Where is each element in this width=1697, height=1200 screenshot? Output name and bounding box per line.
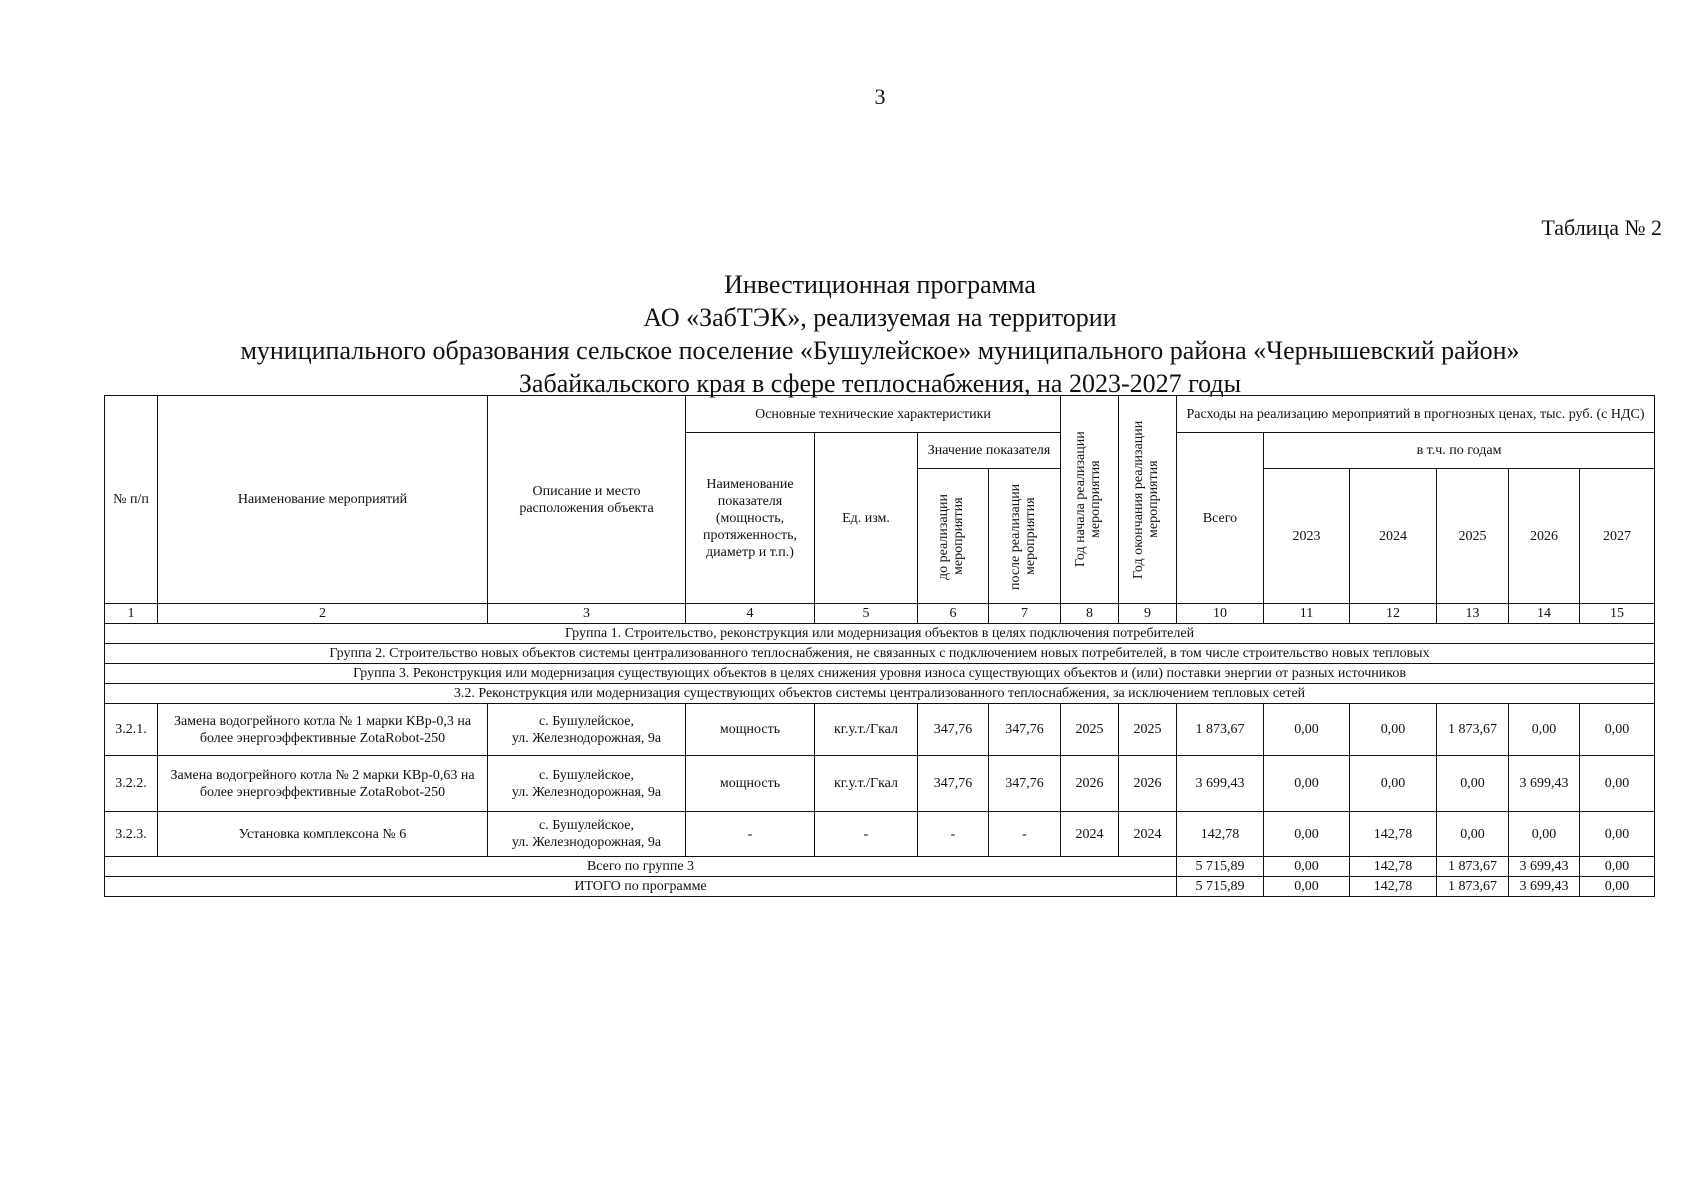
- column-number: 8: [1061, 604, 1119, 624]
- total-2023: 0,00: [1264, 877, 1350, 897]
- row-unit: -: [815, 812, 918, 857]
- row-location: [488, 756, 686, 812]
- header-unit: Ед. изм.: [815, 433, 918, 604]
- row-total: 1 873,67: [1177, 704, 1264, 756]
- total-sum: 5 715,89: [1177, 857, 1264, 877]
- group-2-heading: Группа 2. Строительство новых объектов системы централизованного теплоснабжения, не связанных с подключением новых потребителей, в том числе строительство новых тепловых: [105, 644, 1655, 664]
- group-total-row: [105, 857, 1655, 877]
- column-number: 7: [989, 604, 1061, 624]
- row-year-end: 2025: [1119, 704, 1177, 756]
- row-2024: 0,00: [1350, 704, 1437, 756]
- row-location: [488, 704, 686, 756]
- column-number: 2: [158, 604, 488, 624]
- total-2024: 142,78: [1350, 857, 1437, 877]
- column-number: 10: [1177, 604, 1264, 624]
- row-indicator: мощность: [686, 756, 815, 812]
- row-event-name: Установка комплексона № 6: [158, 812, 488, 857]
- total-2026: 3 699,43: [1509, 877, 1580, 897]
- header-indicator-value: Значение показателя: [918, 433, 1061, 469]
- row-2024: 0,00: [1350, 756, 1437, 812]
- total-2023: 0,00: [1264, 857, 1350, 877]
- row-2025: 1 873,67: [1437, 704, 1509, 756]
- program-total-row: [105, 877, 1655, 897]
- header-row-1: [105, 396, 1655, 433]
- column-number-row: [105, 604, 1655, 624]
- header-year-2024: 2024: [1350, 469, 1437, 604]
- title-line: АО «ЗабТЭК», реализуемая на территории: [643, 303, 1117, 332]
- total-2025: 1 873,67: [1437, 877, 1509, 897]
- title-line: муниципального образования сельское поселение «Бушулейское» муниципального района «Чернышевский район»: [240, 336, 1520, 365]
- total-sum: 5 715,89: [1177, 877, 1264, 897]
- group-1-heading: Группа 1. Строительство, реконструкция или модернизация объектов в целях подключения потребителей: [105, 624, 1655, 644]
- total-2026: 3 699,43: [1509, 857, 1580, 877]
- total-label: ИТОГО по программе: [105, 877, 1177, 897]
- column-number: 3: [488, 604, 686, 624]
- location-line: с. Бушулейское,: [539, 767, 634, 783]
- row-indicator: -: [686, 812, 815, 857]
- row-2023: 0,00: [1264, 812, 1350, 857]
- row-2026: 0,00: [1509, 704, 1580, 756]
- total-label: Всего по группе 3: [105, 857, 1177, 877]
- header-year-2026: 2026: [1509, 469, 1580, 604]
- row-total: 3 699,43: [1177, 756, 1264, 812]
- location-line: с. Бушулейское,: [539, 713, 634, 729]
- row-event-name: Замена водогрейного котла № 1 марки КВр-0,3 на более энергоэффективные ZotaRobot-250: [158, 704, 488, 756]
- table-row: [105, 704, 1655, 756]
- table-row: [105, 812, 1655, 857]
- table-row: [105, 756, 1655, 812]
- header-year-start: [1061, 396, 1119, 604]
- header-event-name: Наименование мероприятий: [158, 396, 488, 604]
- row-num: 3.2.3.: [105, 812, 158, 857]
- row-event-name: Замена водогрейного котла № 2 марки КВр-0,63 на более энергоэффективные ZotaRobot-250: [158, 756, 488, 812]
- group-3-heading: Группа 3. Реконструкция или модернизация существующих объектов в целях снижения уровня износа существующих объектов и (или) поставки энергии от разных источников: [105, 664, 1655, 684]
- location-line: ул. Железнодорожная, 9а: [511, 730, 662, 746]
- header-year-start-text: Год начала реализации мероприятия: [1072, 431, 1103, 568]
- row-year-start: 2025: [1061, 704, 1119, 756]
- header-indicator-name: Наименование показателя (мощность, протяженность, диаметр и т.п.): [686, 433, 815, 604]
- page-number: 3: [874, 84, 886, 109]
- document-title: [0, 268, 1697, 400]
- row-2026: 0,00: [1509, 812, 1580, 857]
- column-number: 14: [1509, 604, 1580, 624]
- row-location: [488, 812, 686, 857]
- header-num: № п/п: [105, 396, 158, 604]
- column-number: 9: [1119, 604, 1177, 624]
- header-after: [989, 469, 1061, 604]
- column-number: 11: [1264, 604, 1350, 624]
- header-total: Всего: [1177, 433, 1264, 604]
- row-2026: 3 699,43: [1509, 756, 1580, 812]
- row-year-end: 2026: [1119, 756, 1177, 812]
- header-year-2025: 2025: [1437, 469, 1509, 604]
- row-year-start: 2026: [1061, 756, 1119, 812]
- header-tech-chars: Основные технические характеристики: [686, 396, 1061, 433]
- table-label: Таблица № 2: [1541, 215, 1662, 240]
- total-2027: 0,00: [1580, 857, 1655, 877]
- column-number: 6: [918, 604, 989, 624]
- column-number: 5: [815, 604, 918, 624]
- row-year-end: 2024: [1119, 812, 1177, 857]
- group-row: [105, 664, 1655, 684]
- location-line: ул. Железнодорожная, 9а: [511, 784, 662, 800]
- row-2027: 0,00: [1580, 704, 1655, 756]
- total-2024: 142,78: [1350, 877, 1437, 897]
- row-after: 347,76: [989, 756, 1061, 812]
- column-number: 4: [686, 604, 815, 624]
- header-before-text: до реализации мероприятия: [936, 492, 966, 580]
- group-row: [105, 684, 1655, 704]
- header-expenses: Расходы на реализацию мероприятий в прогнозных ценах, тыс. руб. (с НДС): [1177, 396, 1655, 433]
- header-year-2023: 2023: [1264, 469, 1350, 604]
- row-2025: 0,00: [1437, 756, 1509, 812]
- row-num: 3.2.1.: [105, 704, 158, 756]
- row-2027: 0,00: [1580, 812, 1655, 857]
- row-unit: кг.у.т./Гкал: [815, 704, 918, 756]
- row-before: 347,76: [918, 756, 989, 812]
- row-2024: 142,78: [1350, 812, 1437, 857]
- row-before: 347,76: [918, 704, 989, 756]
- investment-table: [104, 395, 1655, 897]
- row-after: -: [989, 812, 1061, 857]
- row-2023: 0,00: [1264, 704, 1350, 756]
- group-row: [105, 624, 1655, 644]
- group-row: [105, 644, 1655, 664]
- row-year-start: 2024: [1061, 812, 1119, 857]
- header-year-2027: 2027: [1580, 469, 1655, 604]
- row-2023: 0,00: [1264, 756, 1350, 812]
- header-year-end: [1119, 396, 1177, 604]
- row-2027: 0,00: [1580, 756, 1655, 812]
- header-after-text: после реализации мероприятия: [1007, 482, 1038, 590]
- row-unit: кг.у.т./Гкал: [815, 756, 918, 812]
- total-2025: 1 873,67: [1437, 857, 1509, 877]
- column-number: 13: [1437, 604, 1509, 624]
- total-2027: 0,00: [1580, 877, 1655, 897]
- column-number: 15: [1580, 604, 1655, 624]
- subgroup-3-2-heading: 3.2. Реконструкция или модернизация существующих объектов системы централизованного теплоснабжения, за исключением тепловых сетей: [105, 684, 1655, 704]
- row-indicator: мощность: [686, 704, 815, 756]
- row-2025: 0,00: [1437, 812, 1509, 857]
- header-by-years: в т.ч. по годам: [1264, 433, 1655, 469]
- row-before: -: [918, 812, 989, 857]
- row-after: 347,76: [989, 704, 1061, 756]
- header-year-end-text: Год окончания реализации мероприятия: [1130, 420, 1161, 579]
- header-description: Описание и место расположения объекта: [488, 396, 686, 604]
- row-total: 142,78: [1177, 812, 1264, 857]
- column-number: 1: [105, 604, 158, 624]
- column-number: 12: [1350, 604, 1437, 624]
- location-line: с. Бушулейское,: [539, 818, 634, 833]
- header-before: [918, 469, 989, 604]
- row-num: 3.2.2.: [105, 756, 158, 812]
- title-line: Инвестиционная программа: [724, 270, 1036, 299]
- location-line: ул. Железнодорожная, 9а: [511, 835, 662, 850]
- title-line: Забайкальского края в сфере теплоснабжения, на 2023-2027 годы: [518, 369, 1242, 398]
